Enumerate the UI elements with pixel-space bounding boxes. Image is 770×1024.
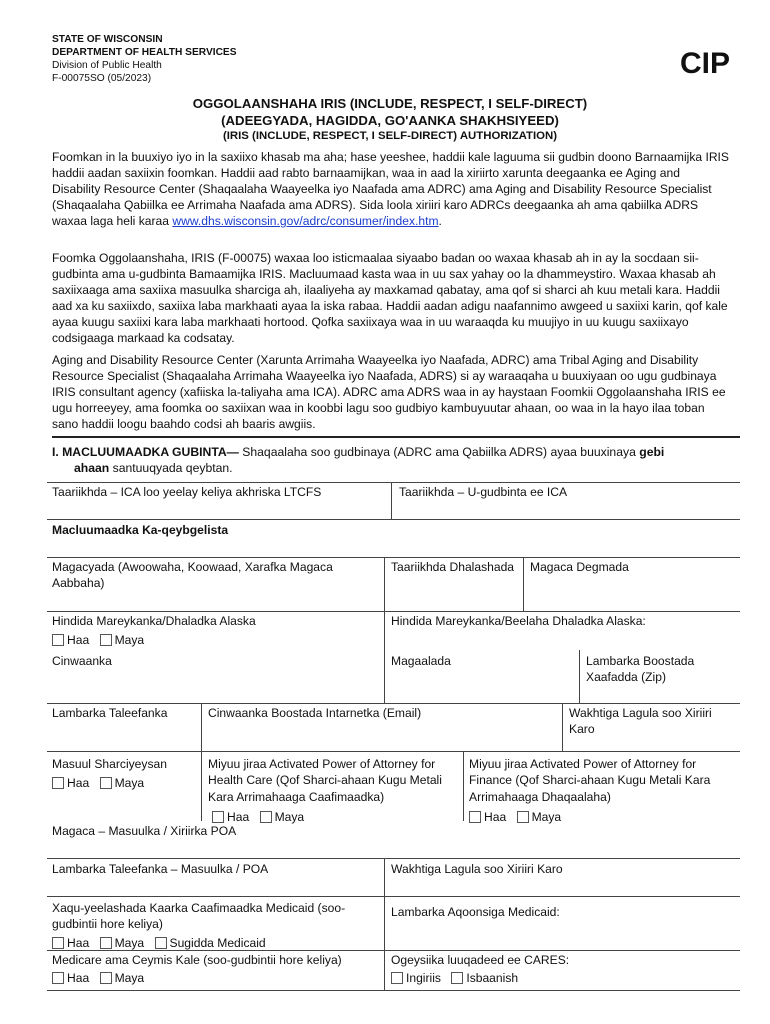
checkbox[interactable] — [100, 937, 112, 949]
field-contact-time[interactable]: Wakhtiga Lagula soo Xiriiri Karo — [569, 706, 712, 737]
field-medicaid-number[interactable]: Lambarka Aqoonsiga Medicaid: — [391, 905, 560, 919]
field-hispanic — [52, 613, 377, 649]
field-address[interactable]: Cinwaanka — [52, 654, 112, 668]
field-referral-date[interactable]: Taariikhda – U-gudbinta ee ICA — [399, 485, 568, 499]
title-line-3: (IRIS (INCLUDE, RESPECT, I SELF-DIRECT) AUTHORIZATION) — [222, 130, 558, 143]
section-divider — [52, 436, 740, 438]
section-1-heading — [52, 444, 742, 477]
field-race[interactable]: Hindida Mareykanka/Beelaha Dhaladka Alaska: — [391, 614, 646, 628]
checkbox[interactable] — [155, 937, 167, 949]
field-legal-rep — [52, 756, 197, 792]
field-zip[interactable]: Lambarka Boostada Xaafadda (Zip) — [586, 654, 695, 685]
cares-english[interactable] — [391, 970, 441, 986]
grid-line — [384, 950, 385, 990]
grid-line — [47, 557, 740, 558]
intro-paragraph-1 — [52, 149, 730, 229]
field-medicare — [52, 952, 382, 987]
checkbox[interactable] — [100, 777, 112, 789]
poa-finance-label: Miyuu jiraa Activated Power of Attorney for Finance (Qof Sharci-ahaan Kugu Metali Kara Arrimahaaga Dhaqaalaha) — [469, 757, 711, 804]
legal-rep-no[interactable] — [100, 775, 145, 791]
checkbox[interactable] — [391, 972, 403, 984]
department-name: DEPARTMENT OF HEALTH SERVICES — [52, 47, 237, 59]
medicare-yes[interactable] — [52, 970, 89, 986]
field-cares — [391, 952, 731, 987]
grid-line — [47, 990, 740, 991]
grid-line — [47, 611, 740, 612]
spanish-label: Isbaanish — [466, 971, 519, 986]
section-1-desc: Shaqaalaha soo gudbinaya (ADRC ama Qabiilka ADRS) ayaa buuxinaya — [238, 445, 640, 459]
checkbox[interactable] — [260, 811, 272, 823]
yes-label: Haa — [484, 809, 507, 824]
division-name: Division of Public Health — [52, 60, 162, 72]
checkbox[interactable] — [52, 634, 64, 646]
intro-paragraph-3: Aging and Disability Resource Center (Xarunta Arrimaha Waayeelka iyo Naafada, ADRC) ama Tribal Aging and Disability Resource Specialist (Shaqaalaha Arrimaha Waayeelka iyo Naafada, ADRS) si ay waraaqaha u buuxiyaan oo ugu gudbinaya IRIS consultant agency (xafiiska la-taliyaha ama ICA). ADRC ama ADRS waa in ay haystaan Foomkii Oggolaanshaha IRIS ee ugu horreeyey, ama foomka oo saxiixan waa in koobbi lagu soo gudbiyo kambuyuutar ahaan, oo waa in la hayo ilaa toban sano haddii loogu baahdo codsi ah baaris awgiis. — [52, 353, 726, 432]
field-ica-date[interactable]: Taariikhda – ICA loo yeelay keliya akhriska LTCFS — [52, 485, 322, 499]
field-medicaid-status — [52, 900, 382, 951]
checkbox[interactable] — [100, 972, 112, 984]
grid-line — [384, 557, 385, 611]
field-poa-contact-time[interactable]: Wakhtiga Lagula soo Xiriiri Karo — [391, 862, 563, 876]
grid-line — [463, 751, 464, 821]
field-poa-health — [208, 756, 458, 825]
grid-line — [47, 858, 740, 859]
field-dob[interactable]: Taariikhda Dhalashada — [391, 560, 515, 574]
section-1-title: I. MACLUUMAADKA GUBINTA— — [52, 445, 239, 459]
agency-header — [52, 33, 237, 85]
medicaid-yes[interactable] — [52, 935, 89, 951]
yes-label: Haa — [67, 935, 90, 950]
intro-p1-end: . — [438, 214, 442, 229]
adrc-link[interactable]: www.dhs.wisconsin.gov/adrc/consumer/index.htm — [172, 214, 439, 229]
form-title — [52, 95, 728, 144]
intro-paragraph-2: Foomka Oggolaanshaha, IRIS (F-00075) waxaa loo isticmaalaa siyaabo badan oo waxaa khasab ah in ay la socdaan sii-gudbinta ama u-gudbinta Bamaamijka IRIS. Macluumaad kasta waa in uu sax yahay oo la dhammeystiro. Waxaa khasab ah saxiixaaga ama saxiixa masuulka sharciga ah, ilaaliyeha ay maxkamad qabatay, ama qof si sharci ah kuu metali kara. Haddii aad xa ku saxiixdo, saxiixa laba markhaati ayaa la iska rabaa. Haddii aadan adigu naafannimo awgeed u saxiixi karin, qof kale ayaa kuugu saxiixi kara laba markhaati hortood. Qofka saxiixaya waa in uu waraaqda ku muujiyo in uu kuugu saxiixayo codsigaaga markaad ka codsatay. — [52, 251, 728, 346]
grid-line — [47, 751, 740, 752]
field-poa-finance — [469, 756, 734, 825]
participant-info-heading: Macluumaadka Ka-qeybgelista — [52, 523, 229, 537]
poa-health-label: Miyuu jiraa Activated Power of Attorney for Health Care (Qof Sharci-ahaan Kugu Metali Kara Arrimahaaga Caafimaadka) — [208, 757, 442, 804]
no-label: Maya — [114, 971, 145, 986]
field-phone[interactable]: Lambarka Taleefanka — [52, 706, 168, 720]
field-poa-name[interactable]: Magaca – Masuulka / Xiriirka POA — [52, 824, 237, 838]
legal-rep-label: Masuul Sharciyeysan — [52, 757, 167, 771]
hispanic-yes[interactable] — [52, 632, 89, 648]
grid-line — [523, 557, 524, 611]
program-badge: CIP — [679, 47, 730, 80]
section-1-desc-2: santuuqyada qeybtan. — [109, 461, 233, 476]
pending-label: Sugidda Medicaid — [169, 935, 266, 950]
no-label: Maya — [114, 935, 145, 950]
field-name[interactable]: Magacyada (Awoowaha, Koowaad, Xarafka Magaca Aabbaha) — [52, 560, 333, 591]
checkbox[interactable] — [212, 811, 224, 823]
checkbox[interactable] — [451, 972, 463, 984]
grid-line — [47, 482, 740, 483]
title-line-1: OGGOLAANSHAHA IRIS (INCLUDE, RESPECT, I SELF-DIRECT) — [192, 96, 588, 111]
checkbox[interactable] — [52, 972, 64, 984]
medicare-label: Medicare ama Ceymis Kale (soo-gudbintii hore keliya) — [52, 953, 342, 967]
form-number: F-00075SO (05/2023) — [52, 73, 152, 85]
checkbox[interactable] — [517, 811, 529, 823]
grid-line — [384, 858, 385, 950]
field-city[interactable]: Magaalada — [391, 654, 451, 668]
cares-spanish[interactable] — [451, 970, 518, 986]
grid-line — [562, 703, 563, 751]
checkbox[interactable] — [52, 777, 64, 789]
yes-label: Haa — [227, 809, 250, 824]
grid-line — [201, 703, 202, 751]
grid-line — [579, 650, 580, 703]
field-poa-phone[interactable]: Lambarka Taleefanka – Masuulka / POA — [52, 862, 269, 876]
poa-finance-no[interactable] — [517, 809, 562, 825]
section-1-emph-2: ahaan — [74, 461, 110, 476]
poa-finance-yes[interactable] — [469, 809, 506, 825]
yes-label: Haa — [67, 633, 90, 648]
checkbox[interactable] — [469, 811, 481, 823]
field-email[interactable]: Cinwaanka Boostada Intarnetka (Email) — [208, 706, 422, 720]
english-label: Ingiriis — [406, 971, 441, 986]
no-label: Maya — [274, 809, 305, 824]
grid-line — [391, 482, 392, 519]
field-county[interactable]: Magaca Degmada — [530, 560, 629, 574]
no-label: Maya — [114, 633, 145, 648]
medicaid-no[interactable] — [100, 935, 145, 951]
no-label: Maya — [114, 776, 145, 791]
poa-health-no[interactable] — [260, 809, 305, 825]
hispanic-label: Hindida Mareykanka/Dhaladka Alaska — [52, 614, 256, 628]
state-name: STATE OF WISCONSIN — [52, 34, 163, 45]
grid-line — [47, 896, 740, 897]
grid-line — [47, 519, 740, 520]
grid-line — [201, 751, 202, 821]
section-1-emph: gebi — [639, 445, 665, 459]
yes-label: Haa — [67, 971, 90, 986]
no-label: Maya — [531, 809, 562, 824]
yes-label: Haa — [67, 776, 90, 791]
medicaid-pending[interactable] — [155, 935, 266, 951]
cares-label: Ogeysiika luuqadeed ee CARES: — [391, 953, 570, 967]
intro-p1-text: Foomkan in la buuxiyo iyo in la saxiixo khasab ma aha; hase yeeshee, haddii kale laguuma sii gudbin doono Barnaamijka IRIS haddii aadan saxiixin foomkan. Haddii aad rabto barnaamijkan, waa in aad la xiriirto xarunta deegaanka ee Aging and Disability Resource Center (Shaqaalaha Waayeelka iyo Naafada ama ADRC) ama Aging and Disability Resource Specialist (Shaqaalaha Qabiilka ee Arrimaha Naafada ama ADRS). Sida loola xiriiri karo ADRCs deegaanka ah ama qabiilka ADRS waxaa laga heli karaa — [52, 150, 729, 229]
medicaid-status-label: Xaqu-yeelashada Kaarka Caafimaadka Medicaid (soo-gudbintii hore keliya) — [52, 901, 346, 932]
medicare-no[interactable] — [100, 970, 145, 986]
grid-line — [384, 611, 385, 703]
checkbox[interactable] — [100, 634, 112, 646]
hispanic-no[interactable] — [100, 632, 145, 648]
grid-line — [47, 703, 740, 704]
legal-rep-yes[interactable] — [52, 775, 89, 791]
title-line-2: (ADEEGYADA, HAGIDDA, GO'AANKA SHAKHSIYEED) — [221, 113, 559, 129]
checkbox[interactable] — [52, 937, 64, 949]
